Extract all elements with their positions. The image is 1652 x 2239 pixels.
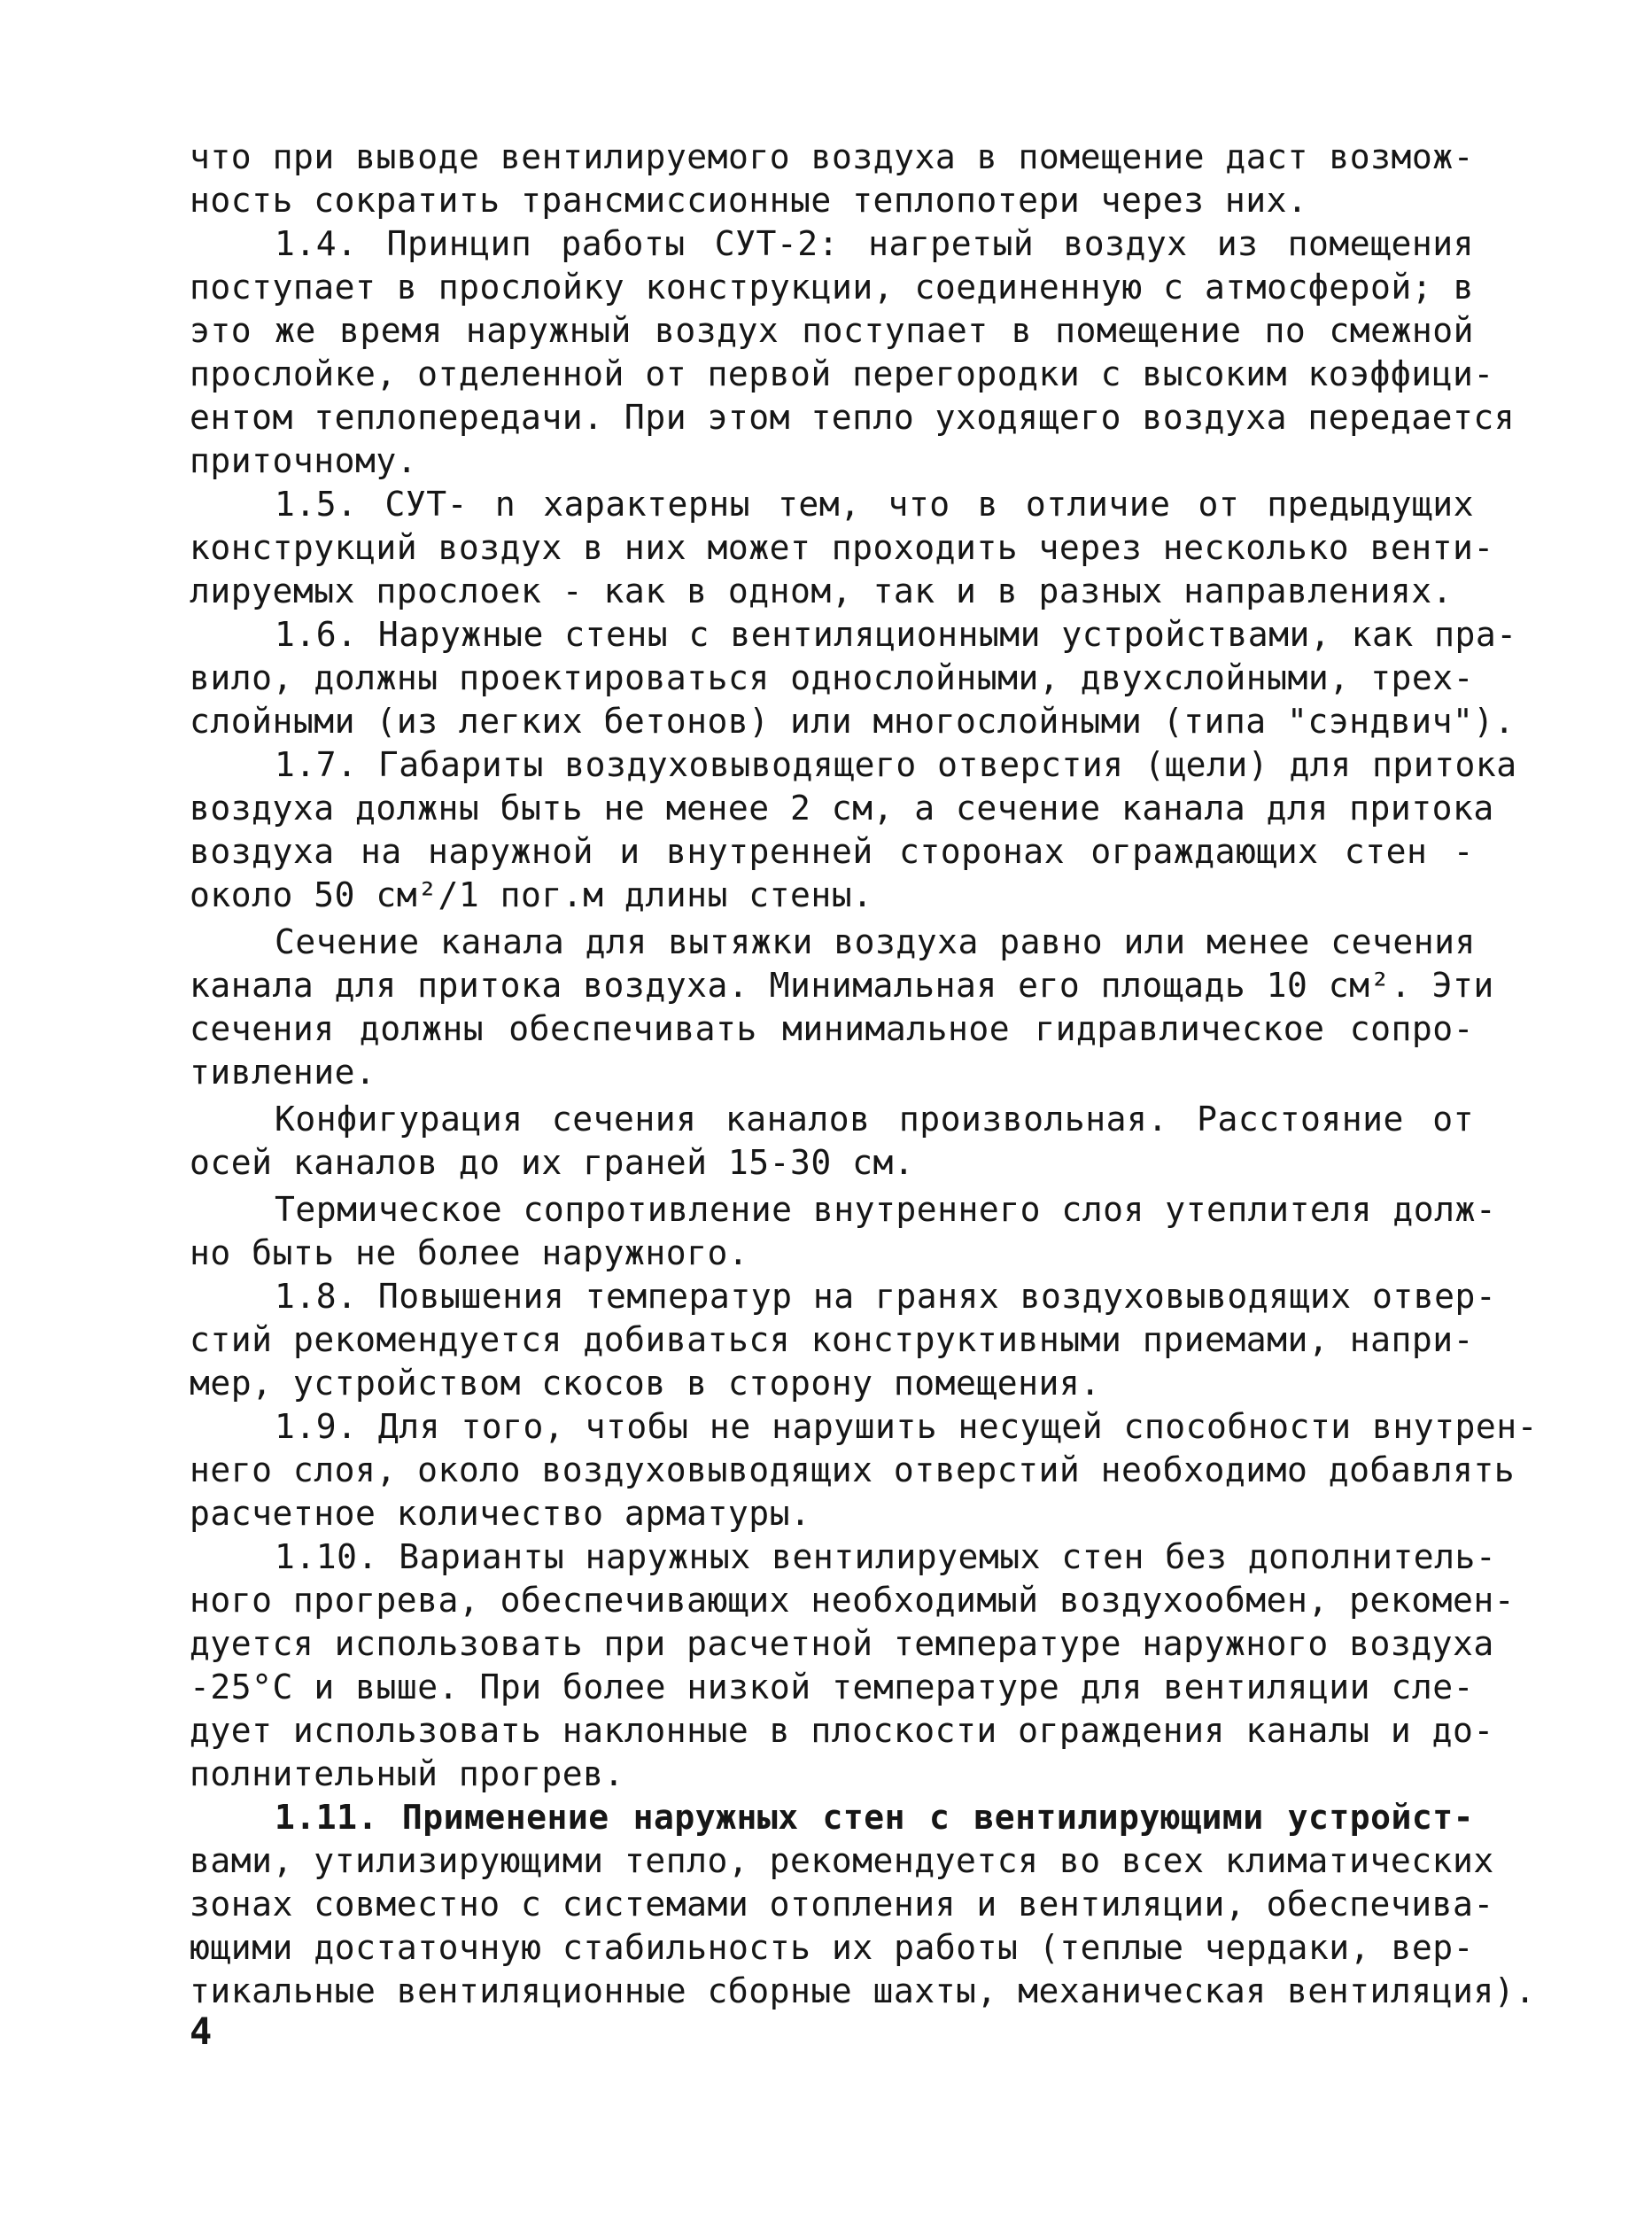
text-line: тивление. bbox=[190, 1053, 376, 1092]
text-line: лируемых прослоек - как в одном, так и в разных направлениях. bbox=[190, 571, 1454, 610]
text-line: ность сократить трансмиссионные теплопотери через них. bbox=[190, 181, 1308, 220]
paragraph-1-10: 1.10. Варианты наружных вентилируемых стен без дополнитель- bbox=[275, 1537, 1497, 1576]
text-line: дует использовать наклонные в плоскости ограждения каналы и до- bbox=[190, 1711, 1494, 1750]
text-line: слойными (из легких бетонов) или многослойными (типа "сэндвич"). bbox=[190, 702, 1516, 741]
text-line: осей каналов до их граней 15-30 см. bbox=[190, 1143, 915, 1182]
text-line: прослойке, отделенной от первой перегородки с высоким коэффици- bbox=[190, 354, 1494, 393]
paragraph-1-4: 1.4. Принцип работы СУТ-2: нагретый воздух из помещения bbox=[275, 224, 1474, 263]
paragraph-1-5: 1.5. СУТ- n характерны тем, что в отличие от предыдущих bbox=[275, 485, 1474, 524]
text-line: ющими достаточную стабильность их работы (теплые чердаки, вер- bbox=[190, 1928, 1474, 1967]
text-line: стий рекомендуется добиваться конструктивными приемами, напри- bbox=[190, 1320, 1474, 1359]
text-line: тикальные вентиляционные сборные шахты, механическая вентиляция). bbox=[190, 1971, 1536, 2010]
text-line: сечения должны обеспечивать минимальное гидравлическое сопро- bbox=[190, 1009, 1474, 1048]
text-line: расчетное количество арматуры. bbox=[190, 1494, 811, 1533]
text-line: вами, утилизирующими тепло, рекомендуется во всех климатических bbox=[190, 1841, 1494, 1880]
paragraph-configuration: Конфигурация сечения каналов произвольная. Расстояние от bbox=[275, 1100, 1474, 1139]
text-line: это же время наружный воздух поступает в помещение по смежной bbox=[190, 311, 1474, 350]
text-line: ентом теплопередачи. При этом тепло уходящего воздуха передается bbox=[190, 398, 1516, 437]
text-line: конструкций воздух в них может проходить через несколько венти- bbox=[190, 528, 1494, 567]
text-line: полнительный прогрев. bbox=[190, 1754, 624, 1793]
text-line: около 50 см²/1 пог.м длины стены. bbox=[190, 875, 873, 914]
text-line: канала для притока воздуха. Минимальная его площадь 10 см². Эти bbox=[190, 966, 1494, 1005]
paragraph-thermal-resistance: Термическое сопротивление внутреннего слоя утеплителя долж- bbox=[275, 1190, 1497, 1229]
paragraph-1-8: 1.8. Повышения температур на гранях воздуховыводящих отвер- bbox=[275, 1277, 1497, 1316]
text-line: воздуха на наружной и внутренней сторонах ограждающих стен - bbox=[190, 832, 1474, 871]
text-line: зонах совместно с системами отопления и вентиляции, обеспечива- bbox=[190, 1885, 1494, 1924]
text-line: но быть не более наружного. bbox=[190, 1233, 749, 1272]
page-number: 4 bbox=[190, 2010, 213, 2053]
text-line: дуется использовать при расчетной температуре наружного воздуха bbox=[190, 1624, 1494, 1663]
text-line: него слоя, около воздуховыводящих отверстий необходимо добавлять bbox=[190, 1450, 1516, 1489]
paragraph-exhaust-section: Сечение канала для вытяжки воздуха равно или менее сечения bbox=[275, 922, 1476, 961]
paragraph-1-11: 1.11. Применение наружных стен с вентилирующими устройст- bbox=[275, 1798, 1474, 1837]
text-line: вило, должны проектироваться однослойными, двухслойными, трех- bbox=[190, 658, 1474, 697]
text-line: ного прогрева, обеспечивающих необходимый воздухообмен, рекомен- bbox=[190, 1581, 1516, 1620]
paragraph-1-7: 1.7. Габариты воздуховыводящего отверстия (щели) для притока bbox=[275, 745, 1517, 784]
paragraph-1-6: 1.6. Наружные стены с вентиляционными устройствами, как пра- bbox=[275, 615, 1517, 654]
text-line: мер, устройством скосов в сторону помещения. bbox=[190, 1364, 1101, 1403]
text-line: что при выводе вентилируемого воздуха в помещение даст возмож- bbox=[190, 137, 1474, 176]
text-line: приточному. bbox=[190, 441, 418, 480]
text-line: поступает в прослойку конструкции, соединенную с атмосферой; в bbox=[190, 268, 1474, 307]
text-line: -25°С и выше. При более низкой температуре для вентиляции сле- bbox=[190, 1668, 1474, 1706]
paragraph-1-9: 1.9. Для того, чтобы не нарушить несущей способности внутрен- bbox=[275, 1407, 1539, 1446]
text-line: воздуха должны быть не менее 2 см, а сечение канала для притока bbox=[190, 789, 1494, 828]
